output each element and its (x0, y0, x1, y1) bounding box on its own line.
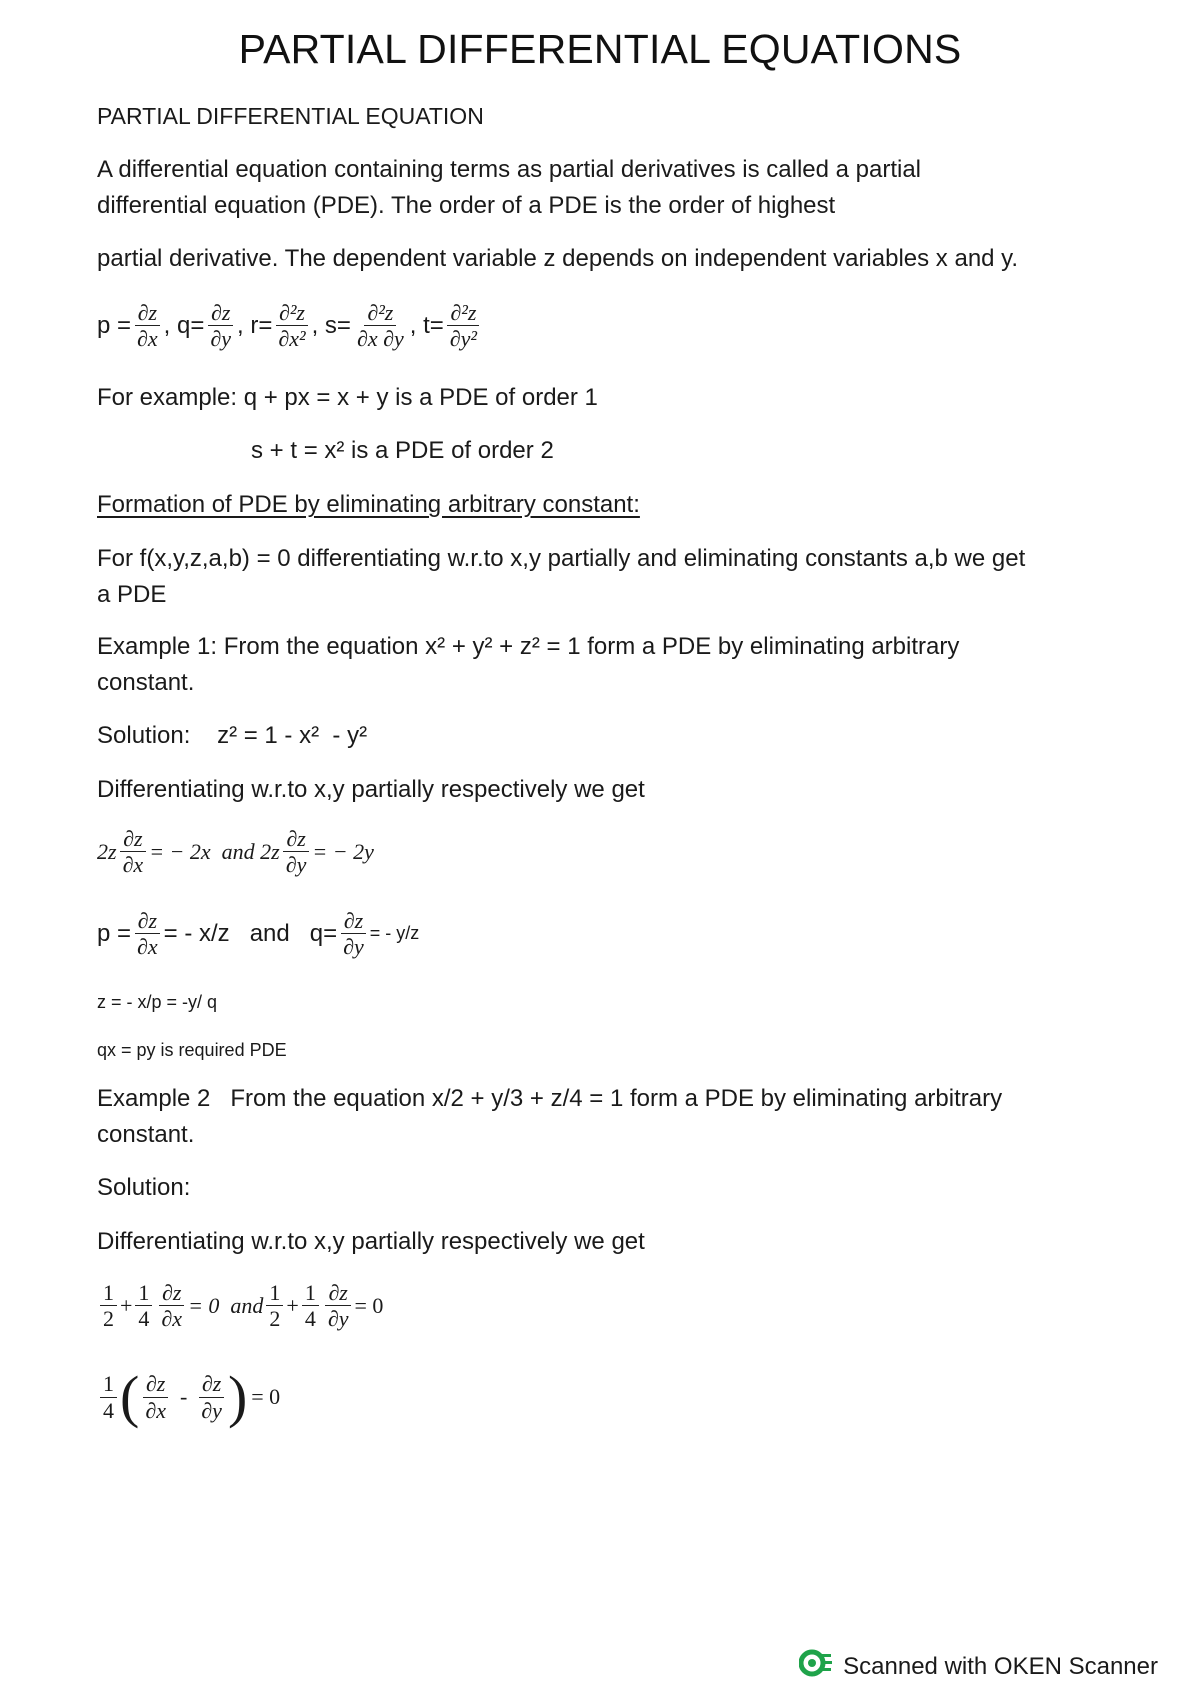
example2-line-1: Example 2 From the equation x/2 + y/3 + z/4 = 1 form a PDE by eliminating arbitrary (97, 1085, 1003, 1112)
fraction-denominator: 4 (103, 1397, 114, 1423)
eq-zero: = 0 (354, 1292, 384, 1318)
fraction-dz-dx (120, 826, 147, 878)
fraction-one-half (100, 1280, 117, 1332)
fraction-numerator: ∂z (283, 826, 308, 852)
fraction-numerator: ∂z (159, 1280, 184, 1306)
example2-solution: Solution: (97, 1174, 191, 1201)
right-parenthesis: ) (227, 1364, 248, 1429)
fraction-denominator: ∂x (137, 326, 158, 352)
notation-p-label: p = (97, 311, 132, 339)
formation-heading: Formation of PDE by eliminating arbitrary constant: (97, 491, 640, 518)
fraction-numerator: ∂z (199, 1371, 224, 1397)
fraction-denominator: ∂y (210, 326, 232, 352)
fraction-one-quarter (302, 1280, 319, 1332)
eq-zero-and: = 0 and (188, 1292, 264, 1318)
fraction-dz-dx (134, 908, 161, 960)
example1-line-1: Example 1: From the equation x² + y² + z² = 1 form a PDE by eliminating arbitrary (97, 633, 960, 660)
fraction-one-half (266, 1280, 283, 1332)
fraction-dz-dy (198, 1371, 225, 1423)
fraction-denominator: ∂y² (449, 326, 477, 352)
fraction-d2z-dxdy (354, 300, 407, 352)
fraction-numerator: ∂z (135, 908, 160, 934)
example2-diff-text: Differentiating w.r.to x,y partially respectively we get (97, 1228, 645, 1255)
fraction-denominator: 4 (304, 1306, 316, 1332)
fraction-denominator: 2 (269, 1306, 281, 1332)
page-title: PARTIAL DIFFERENTIAL EQUATIONS (238, 26, 962, 72)
q-value: = - y/z (369, 923, 420, 944)
scanner-label: Scanned with OKEN Scanner (843, 1652, 1158, 1680)
fraction-dz-dy (325, 1280, 352, 1332)
fraction-denominator: ∂y (285, 852, 307, 878)
intro-line-3: partial derivative. The dependent variable z depends on independent variables x and y. (97, 245, 1019, 272)
fraction-dz-dy (283, 826, 310, 878)
formation-line-1: For f(x,y,z,a,b) = 0 differentiating w.r.to x,y partially and eliminating constants a,b we get (97, 545, 1026, 572)
scanner-watermark (799, 1648, 1158, 1685)
fraction-denominator: ∂x (137, 934, 158, 960)
fraction-denominator: 2 (103, 1306, 114, 1332)
example1-result: qx = py is required PDE (97, 1040, 287, 1060)
fraction-d2z-dy2 (447, 300, 480, 352)
example1-solution: Solution: z² = 1 - x² - y² (97, 722, 368, 749)
fraction-numerator: ∂z (143, 1371, 168, 1397)
fraction-dz-dy (207, 300, 234, 352)
fraction-numerator: ∂z (120, 826, 145, 852)
eq-zero: = 0 (251, 1384, 281, 1409)
fraction-one-quarter (135, 1280, 152, 1332)
example1-diff-text: Differentiating w.r.to x,y partially respectively we get (97, 776, 645, 803)
eq-middle-term: = − 2x and 2z (149, 838, 280, 864)
fraction-numerator: ∂z (208, 300, 233, 326)
example-order-1: For example: q + px = x + y is a PDE of order 1 (97, 384, 598, 411)
fraction-dz-dx (158, 1280, 185, 1332)
fraction-one-quarter (100, 1371, 117, 1423)
p-label: p = (97, 919, 132, 947)
fraction-numerator: 1 (302, 1280, 319, 1306)
fraction-numerator: 1 (100, 1280, 117, 1306)
p-value: = - x/z and q= (163, 919, 338, 947)
fraction-denominator: ∂y (201, 1397, 222, 1423)
example2-derivative-equation (97, 1280, 383, 1332)
notation-formula (97, 300, 483, 352)
intro-line-1: A differential equation containing terms as partial derivatives is called a partial (97, 156, 922, 183)
minus-sign: - (179, 1384, 188, 1409)
fraction-dz-dy (340, 908, 367, 960)
fraction-dz-dx (134, 300, 161, 352)
fraction-numerator: 1 (100, 1371, 117, 1397)
fraction-denominator: ∂x² (278, 326, 306, 352)
left-parenthesis: ( (120, 1364, 140, 1429)
fraction-denominator: ∂x (122, 852, 144, 878)
fraction-numerator: ∂²z (447, 300, 479, 326)
fraction-denominator: ∂x (145, 1397, 166, 1423)
fraction-numerator: ∂z (341, 908, 366, 934)
intro-line-2: differential equation (PDE). The order of a PDE is the order of highest (97, 192, 836, 219)
fraction-denominator: ∂y (327, 1306, 349, 1332)
example1-pq-equation (97, 908, 419, 960)
fraction-numerator: ∂z (325, 1280, 350, 1306)
fraction-numerator: ∂²z (364, 300, 396, 326)
fraction-denominator: ∂x ∂y (356, 326, 404, 352)
example1-derivative-equation (97, 826, 374, 878)
example2-line-2: constant. (97, 1121, 195, 1148)
fraction-numerator: ∂z (135, 300, 160, 326)
oken-scanner-logo-icon (799, 1648, 833, 1685)
eq-right-term: = − 2y (312, 838, 374, 864)
fraction-denominator: ∂y (343, 934, 364, 960)
plus-sign: + (120, 1292, 133, 1318)
section-heading: PARTIAL DIFFERENTIAL EQUATION (97, 103, 484, 129)
example-order-2: s + t = x² is a PDE of order 2 (251, 437, 554, 464)
example1-z-line: z = - x/p = -y/ q (97, 992, 218, 1012)
notation-q-label: , q= (163, 311, 205, 339)
plus-sign: + (286, 1292, 299, 1318)
fraction-numerator: 1 (266, 1280, 283, 1306)
fraction-denominator: 4 (138, 1306, 150, 1332)
eq-left-term: 2z (97, 838, 117, 864)
notation-t-label: , t= (409, 311, 444, 339)
fraction-dz-dx (142, 1371, 169, 1423)
notation-r-label: , r= (237, 311, 273, 339)
fraction-denominator: ∂x (161, 1306, 183, 1332)
example2-final-equation (97, 1364, 281, 1429)
fraction-numerator: ∂²z (276, 300, 308, 326)
notation-s-label: , s= (311, 311, 351, 339)
fraction-d2z-dx2 (275, 300, 308, 352)
formation-line-2: a PDE (97, 581, 167, 608)
example1-line-2: constant. (97, 669, 195, 696)
fraction-numerator: 1 (135, 1280, 152, 1306)
